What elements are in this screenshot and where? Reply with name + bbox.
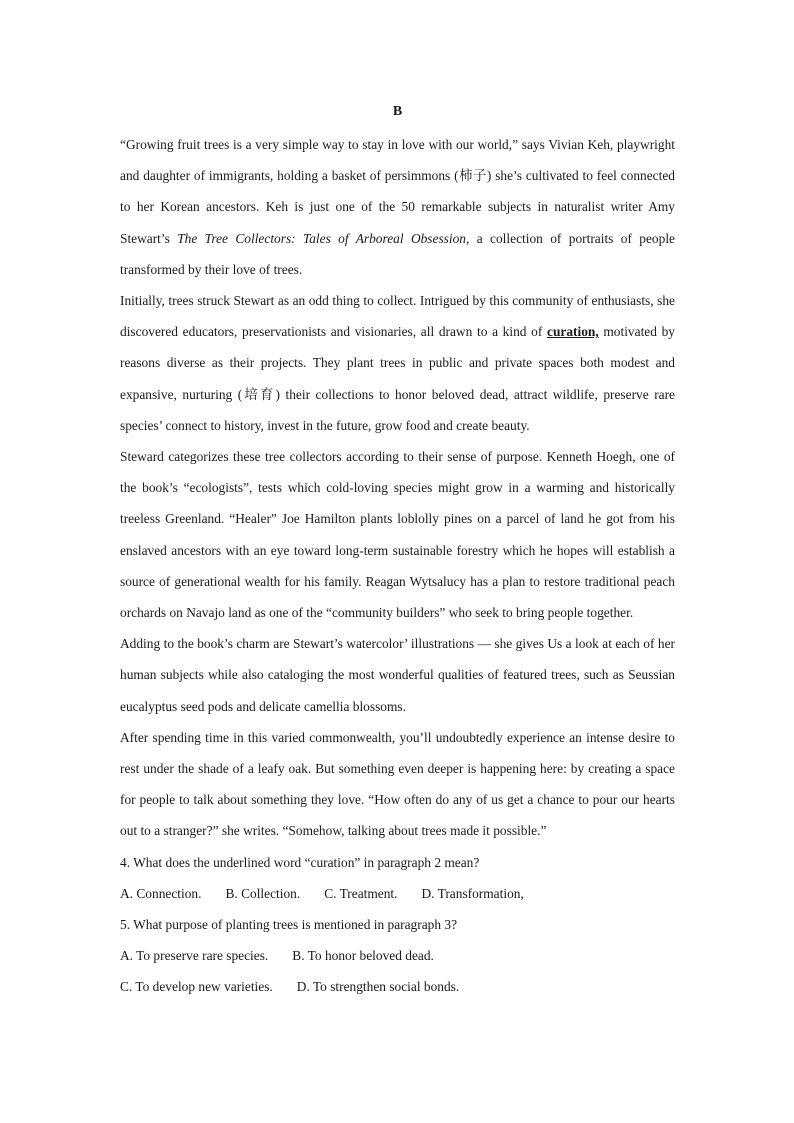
document-page (120, 95, 675, 1003)
paragraph-1 (120, 129, 675, 285)
question-4-options (120, 878, 675, 909)
q5-option-d: D. To strengthen social bonds. (296, 979, 460, 995)
underlined-word-curation: curation, (547, 324, 599, 340)
q4-option-b: B. Collection. (225, 885, 301, 901)
q4-option-d: D. Transformation, (421, 885, 524, 901)
paragraph-5: After spending time in this varied commonwealth, you’ll undoubtedly experience an intense desire to rest under the shade of a leafy oak. But something even deeper is happening here: by creating a space for people to talk about something they love. “How often do any of us get a chance to pour our hearts out to a stranger?” she writes. “Somehow, talking about trees made it possible.” (120, 729, 675, 839)
paragraph-2 (120, 285, 675, 441)
paragraph-3: Steward categorizes these tree collectors according to their sense of purpose. Kenneth Hoegh, one of the book’s “ecologists”, tests which cold-loving species might grow in a warming and historically treeless Greenland. “Healer” Joe Hamilton plants loblolly pines on a parcel of land he got from his enslaved ancestors with an eye toward long-term sustainable forestry which he hopes will establish a source of generational wealth for his family. Reagan Wytsalucy has a plan to restore traditional peach orchards on Navajo land as one of the “community builders” who seek to bring people together. (120, 449, 675, 621)
question-5-options-row-1 (120, 940, 675, 971)
question-5-stem: 5. What purpose of planting trees is mentioned in paragraph 3? (120, 917, 458, 933)
q4-option-c: C. Treatment. (324, 885, 398, 901)
book-title: The Tree Collectors: Tales of Arboreal Obsession (177, 230, 466, 246)
q4-option-a: A. Connection. (120, 885, 202, 901)
section-heading: B (392, 104, 403, 119)
question-5-options-row-2 (120, 971, 675, 1002)
q5-option-b: B. To honor beloved dead. (292, 948, 434, 964)
p1-text-a: “Growing fruit trees is a very simple way to stay in love with our world,” says Vivian Keh, playwright and daughter of immigrants, holding a basket of persimmons (柿子) she’s cultivated to feel connected to her Korean ancestors. Keh is just one of the 50 remarkable subjects in naturalist writer Amy Stewart’s (120, 137, 675, 246)
q5-option-a: A. To preserve rare species. (120, 948, 269, 964)
p1-text-b: , a collection of portraits of people transformed by their love of trees. (120, 230, 675, 277)
p2-text-b: motivated by reasons diverse as their projects. They plant trees in public and private spaces both modest and expansive, nurturing (培育) their collections to honor beloved dead, attract wildlife, preserve rare species’ connect to history, invest in the future, grow food and create beauty. (120, 324, 675, 433)
p2-text-a: Initially, trees struck Stewart as an odd thing to collect. Intrigued by this community of enthusiasts, she discovered educators, preservationists and visionaries, all drawn to a kind of (120, 293, 675, 340)
paragraph-4: Adding to the book’s charm are Stewart’s watercolor’ illustrations — she gives Us a look at each of her human subjects while also cataloging the most wonderful qualities of featured trees, such as Seussian eucalyptus seed pods and delicate camellia blossoms. (120, 636, 675, 714)
question-4-stem: 4. What does the underlined word “curation” in paragraph 2 mean? (120, 854, 480, 870)
q5-option-c: C. To develop new varieties. (120, 979, 273, 995)
